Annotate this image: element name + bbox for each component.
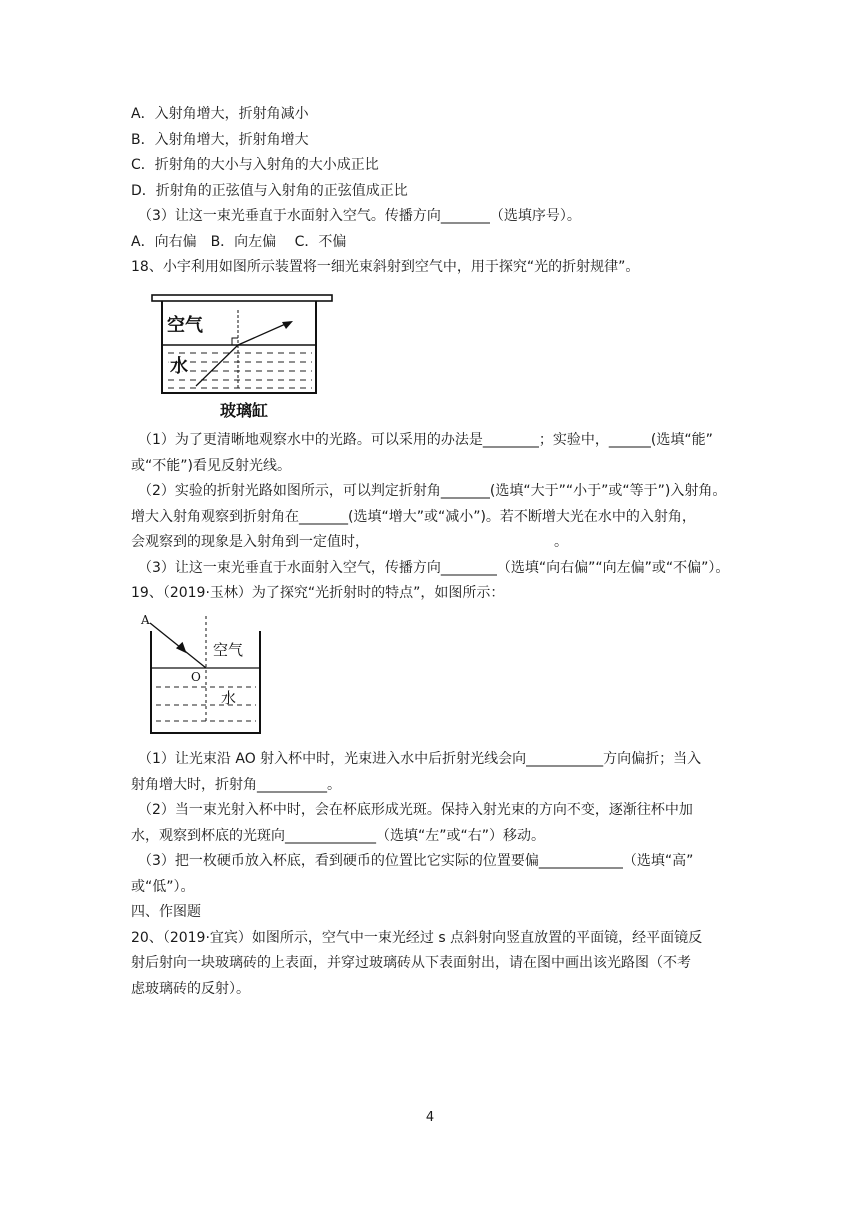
q18-sub2-line1: （2）实验的折射光路如图所示，可以判定折射角_______(选填“大于”“小于”或“等于”)入射角。: [138, 483, 727, 499]
q18-glass-tank-figure: [148, 292, 338, 422]
label-a: A: [141, 613, 150, 627]
right-angle-mark: [232, 338, 238, 345]
page-number: 4: [425, 1110, 435, 1125]
q17-subquestion-3: （3）让这一束光垂直于水面射入空气。传播方向_______（选填序号）。: [138, 208, 581, 224]
q19-sub3-line2: 或“低”）。: [131, 879, 195, 895]
q19-sub2-line2: 水，观察到杯底的光斑向_____________（选填“左”或“右”）移动。: [131, 828, 546, 844]
q18-sub2-line3-end: 。: [554, 534, 568, 550]
q19-stem: 19、（2019·玉林）为了探究“光折射时的特点”，如图所示：: [131, 585, 505, 601]
q19-sub1-line1: （1）让光束沿 AO 射入杯中时，光束进入水中后折射光线会向___________方向偏折；当入: [138, 751, 702, 767]
figure-caption: 玻璃缸: [220, 401, 269, 420]
q19-sub1-line2: 射角增大时，折射角__________。: [131, 777, 341, 793]
label-water: 水: [221, 689, 237, 707]
label-air: 空气: [167, 315, 203, 336]
water-dashes: [168, 353, 312, 388]
label-air: 空气: [213, 641, 244, 659]
q20-line1: 20、（2019·宜宾）如图所示，空气中一束光经过 s 点斜射向竖直放置的平面镜，经平面镜反: [131, 930, 703, 946]
q17-option-d: D．折射角的正弦值与入射角的正弦值成正比: [131, 183, 408, 199]
q18-sub1-line2: 或“不能”)看见反射光线。: [131, 458, 291, 474]
q18-stem: 18、小宇利用如图所示装置将一细光束斜射到空气中，用于探究“光的折射规律”。: [131, 259, 640, 275]
q18-sub2-line2: 增大入射角观察到折射角在_______(选填“增大”或“减小”)。若不断增大光在水中的入射角，: [131, 509, 696, 525]
q19-sub3-line1: （3）把一枚硬币放入杯底，看到硬币的位置比它实际的位置要偏____________（选填“高”: [138, 853, 694, 869]
q18-sub2-line3: 会观察到的现象是入射角到一定值时，: [131, 534, 369, 550]
q20-line3: 虑玻璃砖的反射）。: [131, 981, 250, 997]
ray-arrowhead: [176, 641, 188, 653]
q17-subquestion-3-options: A．向右偏 B．向左偏 C．不偏: [131, 234, 347, 250]
section-4-title: 四、作图题: [131, 904, 201, 920]
q18-sub1-line1: （1）为了更清晰地观察水中的光路。可以采用的办法是________；实验中，______(选填“能”: [138, 432, 713, 448]
incident-ray-ao: [150, 623, 206, 668]
q20-line2: 射后射向一块玻璃砖的上表面，并穿过玻璃砖从下表面射出，请在图中画出该光路图（不考: [131, 955, 691, 971]
q19-cup-figure: [132, 612, 272, 738]
refracted-ray: [238, 322, 290, 345]
water-dashes: [156, 687, 256, 721]
q17-option-b: B．入射角增大，折射角增大: [131, 132, 309, 148]
q18-sub3: （3）让这一束光垂直于水面射入空气，传播方向________（选填“向右偏”“向左偏”或“不偏”）。: [138, 560, 730, 576]
label-o: O: [191, 670, 201, 684]
q17-option-c: C．折射角的大小与入射角的大小成正比: [131, 157, 379, 173]
q19-sub2-line1: （2）当一束光射入杯中时，会在杯底形成光斑。保持入射光束的方向不变，逐渐往杯中加: [138, 802, 693, 818]
tank-lid: [152, 295, 332, 301]
label-water: 水: [170, 356, 188, 377]
q17-option-a: A．入射角增大，折射角减小: [131, 106, 309, 122]
